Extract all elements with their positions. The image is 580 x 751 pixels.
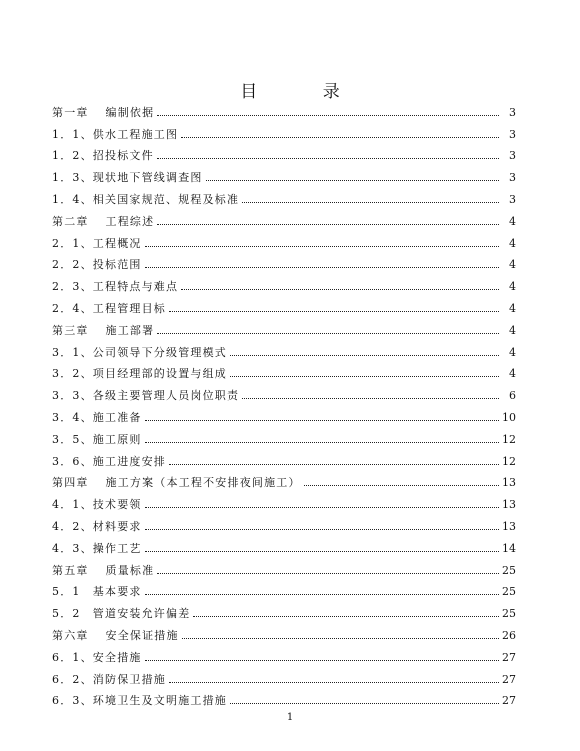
- toc-entry-page: 4: [509, 236, 516, 250]
- toc-entry-label: 2．4、工程管理目标: [52, 301, 166, 315]
- toc-entry-label: 6．3、环境卫生及文明施工措施: [52, 694, 227, 708]
- toc-entry-label: 3．4、施工准备: [52, 410, 142, 424]
- toc-entry-page: 3: [509, 127, 516, 141]
- toc-entry[interactable]: [52, 424, 516, 446]
- toc-entry-label: 6．2、消防保卫措施: [52, 672, 166, 686]
- toc-dot-leader: [169, 311, 499, 312]
- toc-entry-label: 2．2、投标范围: [52, 258, 142, 272]
- toc-entry-page: 4: [509, 323, 516, 337]
- toc-entry-label: 3．6、施工进度安排: [52, 454, 166, 468]
- toc-entry[interactable]: [52, 359, 516, 381]
- toc-dot-leader: [145, 420, 499, 421]
- toc-dot-leader: [230, 376, 499, 377]
- toc-dot-leader: [181, 137, 499, 138]
- toc-entry-page: 25: [502, 585, 516, 599]
- toc-entry-label: 3．3、各级主要管理人员岗位职责: [52, 389, 240, 403]
- toc-dot-leader: [145, 529, 499, 530]
- toc-entry-label: 第四章 施工方案（本工程不安排夜间施工）: [52, 476, 301, 490]
- toc-entry-page: 10: [502, 410, 516, 424]
- toc-entry-label: 3．5、施工原则: [52, 432, 142, 446]
- toc-entry[interactable]: [52, 162, 516, 184]
- toc-entry-label: 4．2、材料要求: [52, 519, 142, 533]
- toc-dot-leader: [157, 115, 499, 116]
- toc-dot-leader: [230, 355, 499, 356]
- toc-entry[interactable]: [52, 97, 516, 119]
- toc-dot-leader: [304, 485, 499, 486]
- toc-dot-leader: [157, 573, 499, 574]
- toc-entry-page: 4: [509, 301, 516, 315]
- toc-entry[interactable]: [52, 228, 516, 250]
- toc-entry[interactable]: [52, 642, 516, 664]
- toc-entry-page: 4: [509, 367, 516, 381]
- toc-entry-page: 6: [509, 389, 516, 403]
- toc-entry[interactable]: [52, 337, 516, 359]
- toc-entry-page: 4: [509, 258, 516, 272]
- page-title: 目 录: [240, 82, 370, 103]
- toc-dot-leader: [157, 333, 499, 334]
- toc-entry[interactable]: [52, 664, 516, 686]
- toc-list: [52, 97, 516, 707]
- toc-entry-page: 3: [509, 105, 516, 119]
- toc-dot-leader: [145, 507, 499, 508]
- toc-entry[interactable]: [52, 315, 516, 337]
- toc-entry-page: 12: [502, 454, 516, 468]
- toc-dot-leader: [145, 660, 499, 661]
- toc-entry[interactable]: [52, 250, 516, 272]
- toc-entry-page: 4: [509, 280, 516, 294]
- toc-entry-page: 3: [509, 171, 516, 185]
- toc-entry[interactable]: [52, 119, 516, 141]
- toc-entry[interactable]: [52, 402, 516, 424]
- toc-entry-label: 第五章 质量标准: [52, 563, 155, 577]
- toc-entry-label: 第一章 编制依据: [52, 105, 155, 119]
- toc-entry-page: 13: [502, 498, 516, 512]
- toc-entry-page: 13: [502, 519, 516, 533]
- toc-dot-leader: [157, 224, 499, 225]
- toc-entry-page: 3: [509, 149, 516, 163]
- toc-dot-leader: [182, 638, 499, 639]
- toc-dot-leader: [157, 158, 499, 159]
- toc-entry-page: 27: [502, 694, 516, 708]
- toc-entry-page: 12: [502, 432, 516, 446]
- toc-dot-leader: [145, 246, 499, 247]
- toc-entry-page: 25: [502, 563, 516, 577]
- toc-entry[interactable]: [52, 620, 516, 642]
- toc-entry-label: 5．2 管道安装允许偏差: [52, 607, 191, 621]
- toc-dot-leader: [242, 202, 499, 203]
- toc-entry-page: 27: [502, 650, 516, 664]
- toc-entry-page: 4: [509, 214, 516, 228]
- toc-entry-page: 25: [502, 607, 516, 621]
- toc-entry-page: 27: [502, 672, 516, 686]
- toc-entry-label: 5．1 基本要求: [52, 585, 142, 599]
- toc-entry-label: 1．3、现状地下管线调查图: [52, 171, 203, 185]
- toc-entry-label: 2．1、工程概况: [52, 236, 142, 250]
- toc-entry[interactable]: [52, 489, 516, 511]
- toc-entry-page: 4: [509, 345, 516, 359]
- toc-entry[interactable]: [52, 380, 516, 402]
- toc-entry[interactable]: [52, 598, 516, 620]
- toc-entry[interactable]: [52, 511, 516, 533]
- toc-dot-leader: [181, 289, 499, 290]
- toc-entry-label: 1．4、相关国家规范、规程及标准: [52, 192, 240, 206]
- toc-entry[interactable]: [52, 533, 516, 555]
- toc-entry[interactable]: [52, 468, 516, 490]
- toc-entry[interactable]: [52, 141, 516, 163]
- toc-dot-leader: [145, 267, 499, 268]
- toc-entry-label: 第六章 安全保证措施: [52, 628, 179, 642]
- toc-entry[interactable]: [52, 686, 516, 708]
- toc-dot-leader: [145, 594, 499, 595]
- toc-entry-page: 13: [502, 476, 516, 490]
- toc-entry-page: 14: [502, 541, 516, 555]
- page-number: 1: [286, 712, 294, 723]
- toc-entry-label: 3．1、公司领导下分级管理模式: [52, 345, 227, 359]
- toc-dot-leader: [169, 682, 499, 683]
- toc-entry[interactable]: [52, 293, 516, 315]
- toc-entry-label: 6．1、安全措施: [52, 650, 142, 664]
- toc-entry[interactable]: [52, 555, 516, 577]
- toc-dot-leader: [242, 398, 499, 399]
- toc-entry-label: 4．3、操作工艺: [52, 541, 142, 555]
- toc-entry-label: 1．2、招投标文件: [52, 149, 154, 163]
- toc-dot-leader: [169, 464, 499, 465]
- toc-entry[interactable]: [52, 446, 516, 468]
- toc-entry-page: 26: [502, 628, 516, 642]
- toc-entry[interactable]: [52, 271, 516, 293]
- toc-entry-label: 4．1、技术要领: [52, 498, 142, 512]
- toc-entry-label: 2．3、工程特点与难点: [52, 280, 179, 294]
- toc-entry[interactable]: [52, 206, 516, 228]
- toc-dot-leader: [230, 703, 499, 704]
- toc-entry-page: 3: [509, 192, 516, 206]
- toc-dot-leader: [145, 551, 499, 552]
- toc-entry-label: 第三章 施工部署: [52, 323, 155, 337]
- toc-entry[interactable]: [52, 184, 516, 206]
- toc-entry-label: 1．1、供水工程施工图: [52, 127, 179, 141]
- toc-dot-leader: [193, 616, 499, 617]
- toc-entry-label: 3．2、项目经理部的设置与组成: [52, 367, 227, 381]
- toc-dot-leader: [206, 180, 499, 181]
- toc-entry-label: 第二章 工程综述: [52, 214, 155, 228]
- toc-dot-leader: [145, 442, 499, 443]
- toc-entry[interactable]: [52, 577, 516, 599]
